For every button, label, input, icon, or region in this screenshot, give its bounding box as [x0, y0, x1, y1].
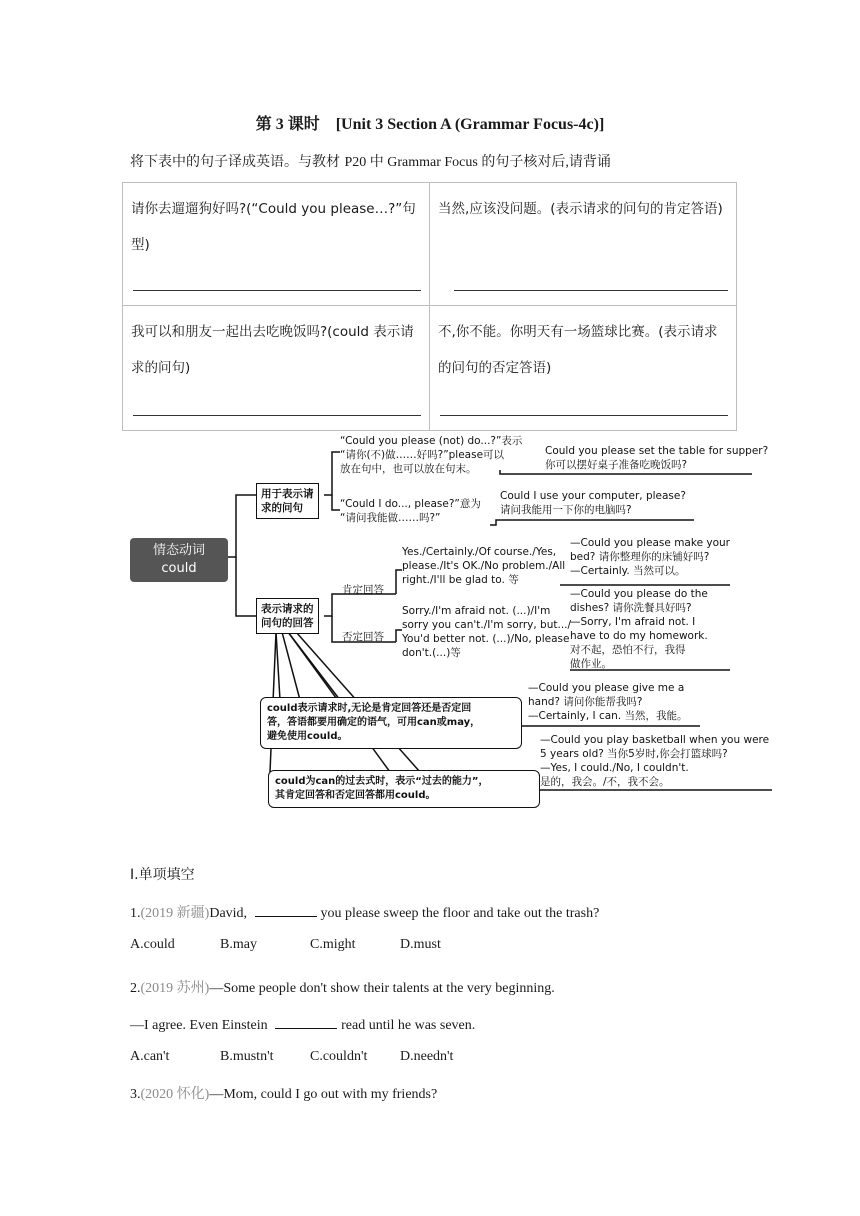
note-past: could为can的过去式时，表示“过去的能力”， 其肯定回答和否定回答都用could。	[268, 770, 540, 808]
question-text: you please sweep the floor and take out the trash?	[320, 906, 600, 921]
question-text: read until he was seven.	[341, 1018, 476, 1033]
note-could-i: “Could I do..., please?”意为 “请问我能做……吗?”	[340, 498, 481, 524]
question-1	[130, 902, 599, 922]
question-number: 3.	[130, 1087, 141, 1102]
question-text: David,	[209, 906, 251, 921]
instruction-part2: P20 中 Grammar Focus 的句子核对后,	[344, 155, 569, 170]
question-source: (2019 新疆)	[140, 906, 210, 921]
question-2-options	[130, 1049, 490, 1065]
answer-blank[interactable]	[275, 1016, 337, 1029]
positive-answers: Yes./Certainly./Of course./Yes, please./It's OK./No problem./All right./I'll be glad to. 等	[402, 546, 566, 586]
note-tone: could表示请求时,无论是肯定回答还是否定回 答，答语都要用确定的语气，可用can或may， 避免使用could。	[260, 697, 522, 749]
option[interactable]: C.might	[310, 937, 356, 952]
example-basketball: —Could you play basketball when you were 5 years old? 当你5岁时,你会打篮球吗? —Yes, I could./No, I couldn't. 是的，我会。/不，我不会。	[540, 734, 770, 788]
example-give-hand: —Could you please give me a hand? 请问你能帮我吗? —Certainly, I can. 当然，我能。	[528, 682, 688, 722]
option[interactable]: A.could	[130, 937, 175, 952]
mindmap-root: 情态动词 could	[130, 538, 228, 582]
question-text: —Mom, could I go out with my friends?	[209, 1087, 438, 1102]
instruction-part3: 请背诵	[568, 154, 611, 170]
question-number: 1.	[130, 906, 141, 921]
example-computer: Could I use your computer, please? 请问我能用一下你的电脑吗?	[500, 490, 686, 516]
prompt-text: 不,你不能。你明天有一场篮球比赛。(表示请求的问句的否定答语)	[438, 324, 718, 376]
option[interactable]: B.mustn't	[220, 1049, 274, 1064]
question-1-options	[130, 937, 490, 953]
question-text: —I agree. Even Einstein	[130, 1018, 272, 1033]
question-source: (2019 苏州)	[140, 981, 210, 996]
branch-request-reply: 表示请求的 问句的回答	[256, 598, 319, 634]
negative-answers: Sorry./I'm afraid not. (...)/I'm sorry you can't./I'm sorry, but.../ You'd better not. (...)/No, please don't.(...)等	[402, 605, 572, 659]
option[interactable]: B.may	[220, 937, 257, 952]
option[interactable]: A.can't	[130, 1049, 170, 1064]
example-dishes: —Could you please do the dishes? 请你洗餐具好吗? —Sorry, I'm afraid not. I have to do my homework. 对不起，恐怕不行，我得 做作业。	[570, 588, 708, 670]
prompt-text: 请你去遛遛狗好吗?(“Could you please…?”句型)	[131, 201, 416, 253]
instruction-part1: 将下表中的句子译成英语。与教材	[130, 154, 345, 170]
question-source: (2020 怀化)	[140, 1087, 210, 1102]
example-make-bed: —Could you please make your bed? 请你整理你的床铺好吗? —Certainly. 当然可以。	[570, 537, 730, 577]
option[interactable]: C.couldn't	[310, 1049, 368, 1064]
prompt-text: 我可以和朋友一起出去吃晚饭吗?(could 表示请求的问句)	[131, 324, 414, 376]
branch-request-question: 用于表示请 求的问句	[256, 483, 319, 519]
prompt-text: 当然,应该没问题。(表示请求的问句的肯定答语)	[438, 201, 723, 217]
question-2	[130, 977, 555, 997]
question-3	[130, 1083, 437, 1103]
section-title: I.单项填空	[130, 867, 195, 883]
answer-blank[interactable]	[255, 904, 317, 917]
label-negative: 否定回答	[342, 631, 384, 643]
example-set-table: Could you please set the table for supper? 你可以摆好桌子准备吃晚饭吗?	[545, 445, 769, 471]
note-could-you-please: “Could you please (not) do...?”表示 “请你(不)做……好吗?”please可以 放在句中，也可以放在句末。	[340, 435, 523, 475]
page-title: 第 3 课时 [Unit 3 Section A (Grammar Focus-4c)]	[255, 116, 605, 133]
question-number: 2.	[130, 981, 141, 996]
label-positive: 肯定回答	[342, 584, 384, 596]
question-text: —Some people don't show their talents at the very beginning.	[209, 981, 555, 996]
question-2-reply	[130, 1016, 475, 1034]
option[interactable]: D.must	[400, 937, 441, 952]
option[interactable]: D.needn't	[400, 1049, 454, 1064]
